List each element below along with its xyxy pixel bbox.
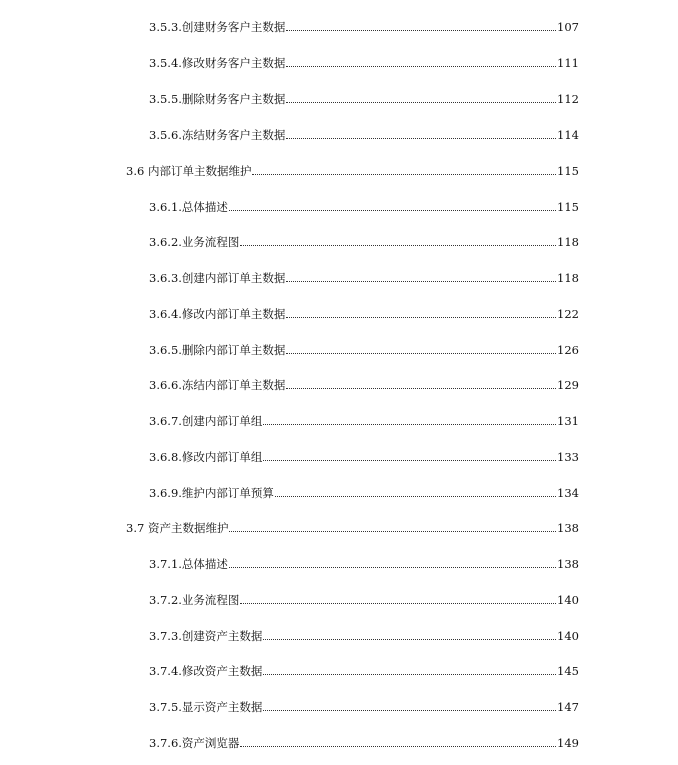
toc-entry-title: 3.5.5.删除财务客户主数据 <box>149 92 286 106</box>
toc-entry-title: 3.5.6.冻结财务客户主数据 <box>149 128 286 142</box>
toc-entry-title: 3.7 资产主数据维护 <box>126 521 229 535</box>
toc-entry[interactable] <box>149 301 579 321</box>
toc-entry[interactable] <box>149 122 579 142</box>
toc-entry-title: 3.6.2.业务流程图 <box>149 235 240 249</box>
toc-entry-title: 3.6.7.创建内部订单组 <box>149 414 263 428</box>
toc-entry-page: 112 <box>557 92 579 106</box>
toc-entry[interactable] <box>149 372 579 392</box>
toc-entry-page: 147 <box>557 700 579 714</box>
toc-entry-title: 3.7.6.资产浏览器 <box>149 736 240 750</box>
toc-entry-title: 3.6.1.总体描述 <box>149 200 228 214</box>
toc-leader-dots <box>240 245 556 246</box>
toc-leader-dots <box>229 210 556 211</box>
toc-entry[interactable] <box>149 444 579 464</box>
toc-entry[interactable] <box>149 623 579 643</box>
toc-leader-dots <box>286 281 556 282</box>
toc-entry-title: 3.7.1.总体描述 <box>149 557 228 571</box>
toc-entry[interactable] <box>149 694 579 714</box>
toc-leader-dots <box>286 388 556 389</box>
toc-entry-title: 3.6.9.维护内部订单预算 <box>149 486 274 500</box>
toc-entry-page: 129 <box>557 378 579 392</box>
toc-section-entry[interactable] <box>126 158 579 178</box>
toc-entry[interactable] <box>149 658 579 678</box>
toc-leader-dots <box>229 567 556 568</box>
toc-entry-page: 131 <box>557 414 579 428</box>
toc-entry-page: 140 <box>557 593 579 607</box>
toc-entry-page: 140 <box>557 629 579 643</box>
toc-entry-title: 3.7.2.业务流程图 <box>149 593 240 607</box>
toc-entry-page: 115 <box>557 164 579 178</box>
toc-entry-page: 115 <box>557 200 579 214</box>
toc-leader-dots <box>286 66 556 67</box>
toc-entry[interactable] <box>149 337 579 357</box>
toc-entry-title: 3.6.3.创建内部订单主数据 <box>149 271 286 285</box>
toc-entry[interactable] <box>149 86 579 106</box>
toc-leader-dots <box>229 531 556 532</box>
toc-section-entry[interactable] <box>126 515 579 535</box>
toc-entry-page: 118 <box>557 235 579 249</box>
toc-entry-title: 3.7.5.显示资产主数据 <box>149 700 263 714</box>
toc-entry[interactable] <box>149 194 579 214</box>
toc-entry-title: 3.6.4.修改内部订单主数据 <box>149 307 286 321</box>
toc-leader-dots <box>275 496 556 497</box>
toc-entry-page: 126 <box>557 343 579 357</box>
toc-entry-page: 145 <box>557 664 579 678</box>
toc-entry-title: 3.6.5.删除内部订单主数据 <box>149 343 286 357</box>
toc-entry[interactable] <box>149 587 579 607</box>
toc-entry-title: 3.7.3.创建资产主数据 <box>149 629 263 643</box>
toc-entry-page: 111 <box>557 56 579 70</box>
toc-entry[interactable] <box>149 480 579 500</box>
toc-leader-dots <box>286 317 556 318</box>
toc-entry[interactable] <box>149 730 579 750</box>
toc-leader-dots <box>240 746 556 747</box>
toc-leader-dots <box>263 460 556 461</box>
toc-entry-title: 3.6 内部订单主数据维护 <box>126 164 252 178</box>
toc-leader-dots <box>252 174 556 175</box>
toc-entry-page: 122 <box>557 307 579 321</box>
toc-entry-page: 118 <box>557 271 579 285</box>
toc-entry-page: 107 <box>557 20 579 34</box>
toc-leader-dots <box>263 424 556 425</box>
toc-entry[interactable] <box>149 265 579 285</box>
toc-entry-title: 3.6.8.修改内部订单组 <box>149 450 263 464</box>
toc-leader-dots <box>286 353 556 354</box>
toc-entry-page: 138 <box>557 557 579 571</box>
toc-entry-page: 138 <box>557 521 579 535</box>
toc-entry-page: 133 <box>557 450 579 464</box>
toc-entry[interactable] <box>149 408 579 428</box>
toc-entry-title: 3.6.6.冻结内部订单主数据 <box>149 378 286 392</box>
toc-entry-title: 3.5.4.修改财务客户主数据 <box>149 56 286 70</box>
toc-entry-title: 3.7.4.修改资产主数据 <box>149 664 263 678</box>
toc-entry[interactable] <box>149 50 579 70</box>
toc-entry-page: 134 <box>557 486 579 500</box>
toc-entry[interactable] <box>149 551 579 571</box>
toc-entry-title: 3.5.3.创建财务客户主数据 <box>149 20 286 34</box>
toc-leader-dots <box>263 710 556 711</box>
toc-leader-dots <box>286 138 556 139</box>
toc-leader-dots <box>286 102 556 103</box>
toc-leader-dots <box>263 639 556 640</box>
toc-leader-dots <box>286 30 556 31</box>
toc-entry[interactable] <box>149 14 579 34</box>
toc-entry[interactable] <box>149 229 579 249</box>
toc-entry-page: 114 <box>557 128 579 142</box>
toc-entry-page: 149 <box>557 736 579 750</box>
toc-leader-dots <box>263 674 556 675</box>
toc-leader-dots <box>240 603 556 604</box>
